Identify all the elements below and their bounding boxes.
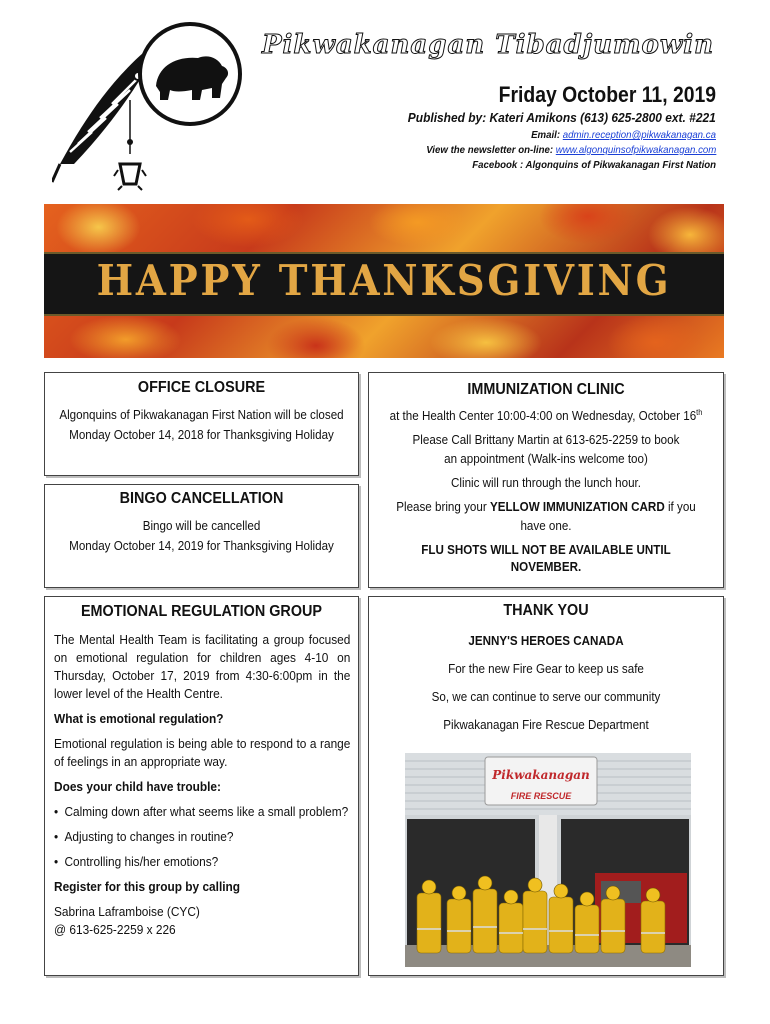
- office-closure-title: OFFICE CLOSURE: [137, 379, 266, 396]
- emotional-answer-1: Emotional regulation is being able to respond to a range of feelings in an appropriate way.: [54, 737, 351, 769]
- website-line: View the newsletter on-line: www.algonquinsofpikwakanagan.com: [425, 144, 716, 156]
- thanks-org: JENNY'S HEROES CANADA: [468, 634, 624, 648]
- list-item: • Calming down after what seems like a small problem?: [54, 805, 349, 819]
- immunization-time: at the Health Center 10:00-4:00 on Wednesday, October 16th: [389, 407, 703, 423]
- list-item: • Adjusting to changes in routine?: [54, 830, 234, 844]
- immunization-title: IMMUNIZATION CLINIC: [467, 381, 625, 398]
- thanksgiving-banner: [44, 204, 724, 358]
- bear-feather-logo: [52, 14, 242, 194]
- fire-department-photo: [405, 753, 691, 967]
- website-link[interactable]: www.algonquinsofpikwakanagan.com: [555, 144, 716, 156]
- emotional-regulation-box: [44, 596, 359, 976]
- thanks-line-3: Pikwakanagan Fire Rescue Department: [443, 718, 649, 732]
- publisher-line: Published by: Kateri Amikons (613) 625-2800 ext. #221: [408, 110, 716, 125]
- thanks-line-1: For the new Fire Gear to keep us safe: [448, 662, 644, 676]
- immunization-lunch: Clinic will run through the lunch hour.: [451, 476, 641, 490]
- immunization-booking: Please Call Brittany Martin at 613-625-2259 to book an appointment (Walk-ins welcome too): [412, 433, 680, 466]
- email-link[interactable]: admin.reception@pikwakanagan.ca: [562, 129, 716, 141]
- contact-name: Sabrina Laframboise (CYC): [54, 905, 200, 919]
- immunization-clinic-box: [368, 372, 724, 588]
- list-item: • Controlling his/her emotions?: [54, 855, 219, 869]
- emotional-title: EMOTIONAL REGULATION GROUP: [80, 603, 323, 620]
- issue-date: Friday October 11, 2019: [498, 82, 716, 107]
- flu-shot-notice: FLU SHOTS WILL NOT BE AVAILABLE UNTIL NOVEMBER.: [421, 543, 671, 574]
- emotional-intro: The Mental Health Team is facilitating a group focused on emotional regulation for children ages 4-10 on Thursday, October 17, 2019 from 4:30-6:00pm in the lower level of the Health Centre.: [54, 633, 351, 701]
- bingo-cancellation-box: [44, 484, 359, 588]
- thanks-line-2: So, we can continue to serve our community: [431, 690, 661, 704]
- emotional-question-2: Does your child have trouble:: [54, 780, 221, 794]
- bingo-title: BINGO CANCELLATION: [119, 490, 284, 507]
- sign-bottom-text: FIRE RESCUE: [510, 791, 572, 801]
- facebook-line: Facebook : Algonquins of Pikwakanagan First Nation: [472, 159, 716, 171]
- office-closure-box: [44, 372, 359, 476]
- sign-top-text: Pikwakanagan: [492, 768, 590, 782]
- bingo-text: Bingo will be cancelled Monday October 14, 2019 for Thanksgiving Holiday: [69, 519, 334, 553]
- newsletter-title: Pikwakanagan Tibadjumowin: [262, 30, 715, 60]
- immunization-card: Please bring your YELLOW IMMUNIZATION CARD if you have one.: [396, 500, 696, 533]
- thank-you-title: THANK YOU: [503, 602, 589, 619]
- office-closure-text: Algonquins of Pikwakanagan First Nation will be closed Monday October 14, 2018 for Thanksgiving Holiday: [59, 408, 344, 442]
- email-line: Email: admin.reception@pikwakanagan.ca: [531, 129, 716, 141]
- banner-text: HAPPY THANKSGIVING: [96, 256, 672, 305]
- emotional-question-1: What is emotional regulation?: [54, 712, 224, 726]
- register-line: Register for this group by calling: [54, 880, 241, 894]
- contact-phone: @ 613-625-2259 x 226: [54, 923, 176, 937]
- thank-you-box: [368, 596, 724, 976]
